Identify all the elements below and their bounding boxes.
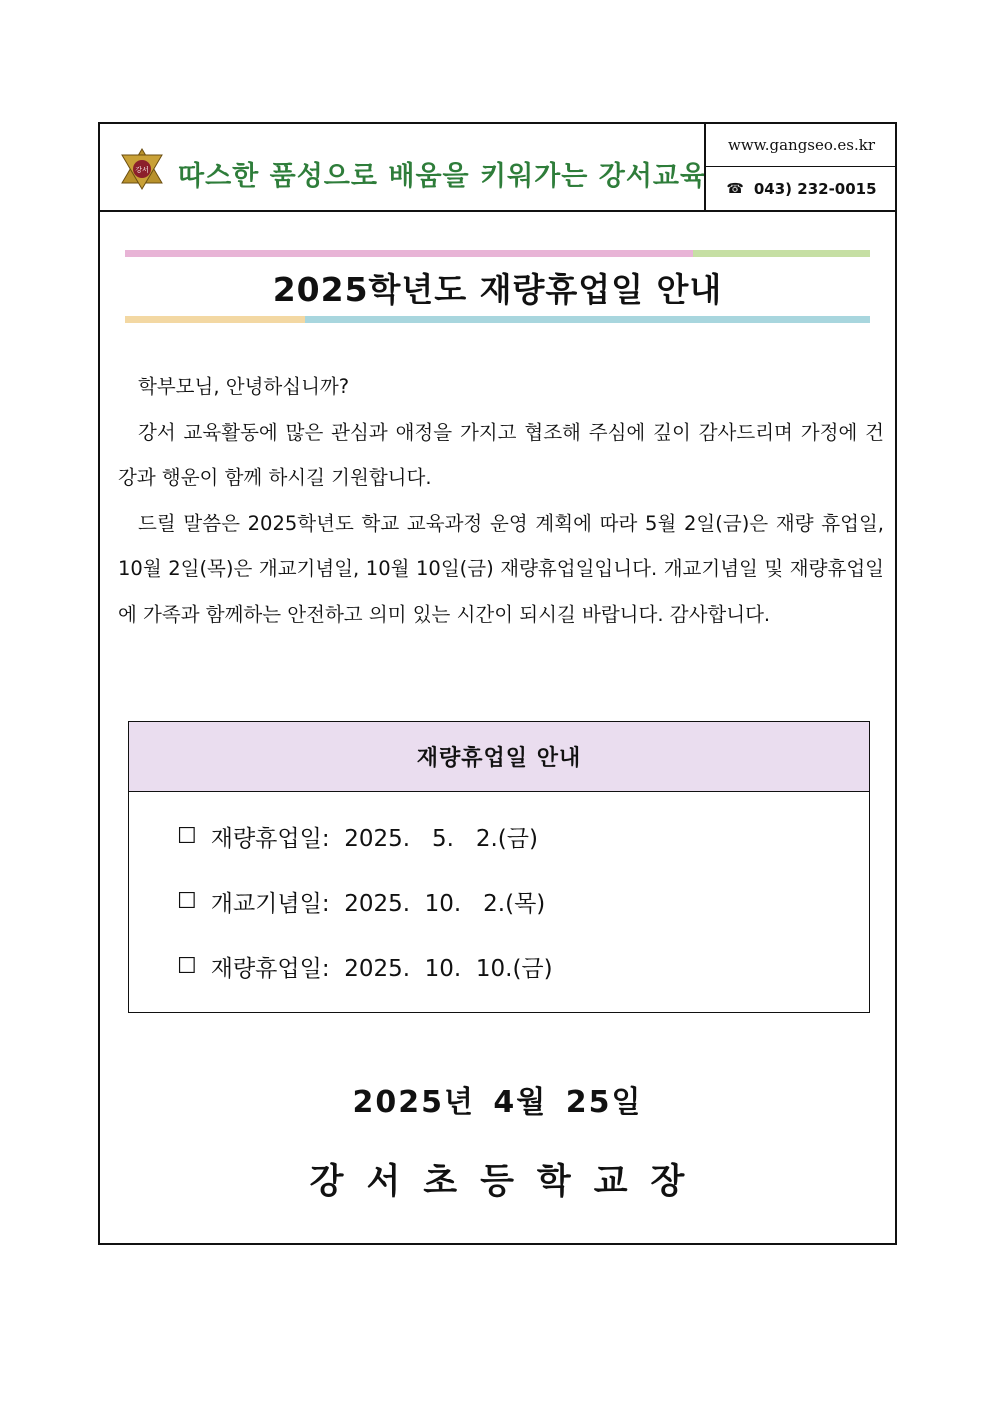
telephone-icon: ☎ bbox=[726, 181, 744, 197]
checkbox-icon: ☐ bbox=[177, 953, 197, 979]
holiday-text: 재량휴업일: 2025. 10. 10.(금) bbox=[210, 955, 553, 982]
announcement-paragraph: 드릴 말씀은 2025학년도 학교 교육과정 운영 계획에 따라 5월 2일(금)은 재량 휴업일, 10월 2일(목)은 개교기념일, 10월 10일(금) 재량휴업일입니다. 개교기념일 및 재량휴업일에 가족과 함께하는 안전하고 의미 있는 시간이 되시길 바랍니다. 감사합니다. bbox=[118, 511, 884, 626]
letter-body bbox=[118, 364, 884, 637]
holiday-notice-box bbox=[128, 721, 870, 1013]
website-link[interactable]: www.gangseo.es.kr bbox=[706, 124, 897, 167]
thanks-paragraph: 강서 교육활동에 많은 관심과 애정을 가지고 협조해 주심에 깊이 감사드리며 가정에 건강과 행운이 함께 하시길 기원합니다. bbox=[118, 420, 884, 489]
checkbox-icon: ☐ bbox=[177, 823, 197, 849]
checkbox-icon: ☐ bbox=[177, 888, 197, 914]
school-emblem-icon bbox=[120, 148, 164, 190]
decor-bar-blue bbox=[305, 316, 870, 323]
decor-bar-yellow bbox=[125, 316, 305, 323]
letterhead bbox=[100, 124, 895, 212]
phone-row bbox=[706, 168, 897, 210]
principal-signature: 강서초등학교장 bbox=[309, 1162, 708, 1202]
contact-box bbox=[704, 124, 897, 210]
notice-heading: 재량휴업일 안내 bbox=[129, 722, 869, 792]
title-block bbox=[125, 250, 870, 324]
page-title: 2025학년도 재량휴업일 안내 bbox=[272, 269, 723, 309]
school-slogan: 따스한 품성으로 배움을 키워가는 강서교육 bbox=[178, 161, 708, 192]
decor-bar-green bbox=[693, 250, 870, 257]
document-frame bbox=[98, 122, 897, 1245]
emblem-text: 강서 bbox=[135, 166, 149, 174]
greeting-paragraph: 학부모님, 안녕하십니까? bbox=[138, 375, 350, 398]
holiday-item bbox=[177, 881, 545, 921]
holiday-text: 개교기념일: 2025. 10. 2.(목) bbox=[210, 890, 546, 917]
holiday-text: 재량휴업일: 2025. 5. 2.(금) bbox=[210, 825, 538, 852]
decor-bar-pink bbox=[125, 250, 693, 257]
phone-number: 043) 232-0015 bbox=[753, 180, 877, 198]
issue-date: 2025년 4월 25일 bbox=[352, 1085, 643, 1120]
holiday-item bbox=[177, 946, 553, 986]
holiday-item bbox=[177, 816, 538, 856]
